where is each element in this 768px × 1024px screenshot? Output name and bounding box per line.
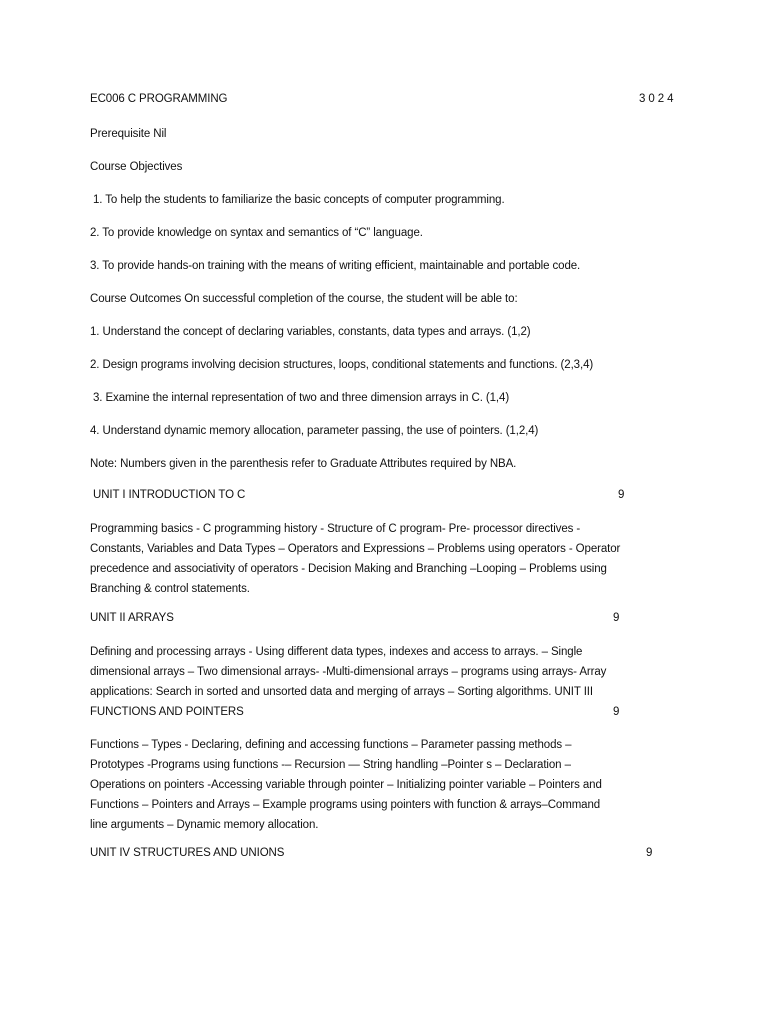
unit-text-line: applications: Search in sorted and unsorted data and merging of arrays – Sorting algorithms. UNIT III	[90, 686, 593, 698]
unit-description	[90, 735, 664, 835]
unit-title: FUNCTIONS AND POINTERS	[90, 706, 244, 718]
objective-item: 3. To provide hands-on training with the means of writing efficient, maintainable and portable code.	[90, 260, 581, 272]
unit-title: UNIT I INTRODUCTION TO C	[93, 489, 246, 501]
unit-text-line: line arguments – Dynamic memory allocation.	[90, 819, 319, 831]
outcome-item: 3. Examine the internal representation of two and three dimension arrays in C. (1,4)	[93, 392, 510, 404]
outcome-item: 1. Understand the concept of declaring variables, constants, data types and arrays. (1,2)	[90, 326, 531, 338]
unit-text-line: Functions – Types - Declaring, defining and accessing functions – Parameter passing methods –	[90, 739, 572, 751]
unit-hours: 9	[618, 489, 625, 501]
unit-description	[90, 642, 664, 702]
unit-text-line: precedence and associativity of operators - Decision Making and Branching –Looping – Problems using	[90, 563, 607, 575]
unit-title: UNIT IV STRUCTURES AND UNIONS	[90, 847, 285, 859]
unit-text-line: Functions – Pointers and Arrays – Example programs using pointers with function & arrays–Command	[90, 799, 601, 811]
unit-heading	[90, 489, 664, 506]
outcome-item: 2. Design programs involving decision structures, loops, conditional statements and functions. (2,3,4)	[90, 359, 594, 371]
unit-text-line: Prototypes -Programs using functions -– Recursion — String handling –Pointer s – Declaration –	[90, 759, 571, 771]
unit-heading	[90, 847, 664, 864]
objective-item: 2. To provide knowledge on syntax and semantics of “C” language.	[90, 227, 423, 239]
unit-text-line: Defining and processing arrays - Using different data types, indexes and access to arrays. – Single	[90, 646, 583, 658]
unit-text-line: Constants, Variables and Data Types – Operators and Expressions – Problems using operators - Operator	[90, 543, 621, 555]
unit-hours: 9	[613, 612, 620, 624]
unit-description	[90, 519, 664, 599]
unit-text-line: Branching & control statements.	[90, 583, 250, 595]
objective-item: 1. To help the students to familiarize the basic concepts of computer programming.	[93, 194, 505, 206]
course-header	[90, 93, 674, 110]
unit-hours: 9	[646, 847, 653, 859]
document-page	[90, 93, 674, 864]
unit-title: UNIT II ARRAYS	[90, 612, 174, 624]
nba-note: Note: Numbers given in the parenthesis refer to Graduate Attributes required by NBA.	[90, 458, 517, 470]
unit-text-line: Operations on pointers -Accessing variable through pointer – Initializing pointer variable – Pointers and	[90, 779, 602, 791]
unit-heading	[90, 612, 664, 629]
course-credits: 3 0 2 4	[639, 93, 674, 105]
unit-text-line: dimensional arrays – Two dimensional arrays- -Multi-dimensional arrays – programs using arrays- Array	[90, 666, 607, 678]
unit-hours: 9	[613, 706, 620, 718]
outcomes-heading: Course Outcomes On successful completion of the course, the student will be able to:	[90, 293, 518, 305]
unit-heading	[90, 702, 664, 722]
prerequisite: Prerequisite Nil	[90, 128, 167, 140]
outcome-item: 4. Understand dynamic memory allocation, parameter passing, the use of pointers. (1,2,4)	[90, 425, 539, 437]
course-title: EC006 C PROGRAMMING	[90, 93, 228, 105]
unit-text-line: Programming basics - C programming history - Structure of C program- Pre- processor directives -	[90, 523, 581, 535]
objectives-heading: Course Objectives	[90, 161, 183, 173]
